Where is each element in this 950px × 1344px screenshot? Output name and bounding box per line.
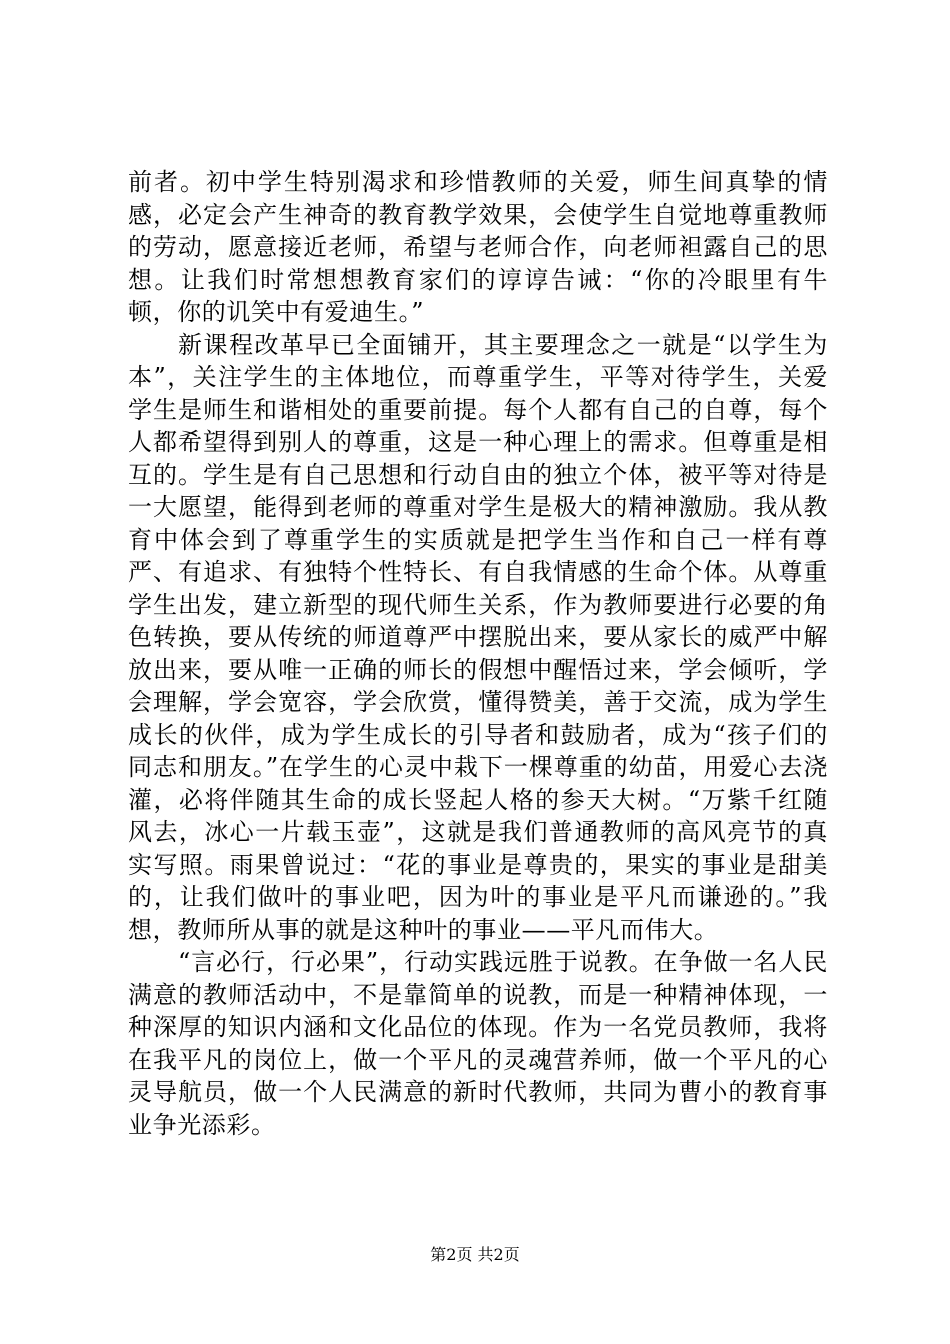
- paragraph-1: 前者。初中学生特别渴求和珍惜教师的关爱，师生间真挚的情感，必定会产生神奇的教育教学效果，会使学生自觉地尊重教师的劳动，愿意接近老师，希望与老师合作，向老师袒露自己的思想。让我们时常想想教育家们的谆谆告诫：“你的冷眼里有牛顿，你的讥笑中有爱迪生。”: [128, 168, 828, 326]
- paragraph-3: “言必行，行必果”，行动实践远胜于说教。在争做一名人民满意的教师活动中，不是靠简单的说教，而是一种精神体现，一种深厚的知识内涵和文化品位的体现。作为一名党员教师，我将在我平凡的岗位上，做一个平凡的灵魂营养师，做一个平凡的心灵导航员，做一个人民满意的新时代教师，共同为曹小的教育事业争光添彩。: [128, 948, 828, 1139]
- body-text: [128, 166, 828, 1141]
- page-footer: 第2页 共2页: [430, 1245, 520, 1264]
- paragraph-2: 新课程改革早已全面铺开，其主要理念之一就是“以学生为本”，关注学生的主体地位，而尊重学生，平等对待学生，关爱学生是师生和谐相处的重要前提。每个人都有自己的自尊，每个人都希望得到别人的尊重，这是一种心理上的需求。但尊重是相互的。学生是有自己思想和行动自由的独立个体，被平等对待是一大愿望，能得到老师的尊重对学生是极大的精神激励。我从教育中体会到了尊重学生的实质就是把学生当作和自己一样有尊严、有追求、有独特个性特长、有自我情感的生命个体。从尊重学生出发，建立新型的现代师生关系，作为教师要进行必要的角色转换，要从传统的师道尊严中摆脱出来，要从家长的威严中解放出来，要从唯一正确的师长的假想中醒悟过来，学会倾听，学会理解，学会宽容，学会欣赏，懂得赞美，善于交流，成为学生成长的伙伴，成为学生成长的引导者和鼓励者，成为“孩子们的同志和朋友。”在学生的心灵中栽下一棵尊重的幼苗，用爱心去浇灌，必将伴随其生命的成长竖起人格的参天大树。“万紫千红随风去，冰心一片载玉壶”，这就是我们普通教师的高风亮节的真实写照。雨果曾说过：“花的事业是尊贵的，果实的事业是甜美的，让我们做叶的事业吧，因为叶的事业是平凡而谦逊的。”我想，教师所从事的就是这种叶的事业——平凡而伟大。: [128, 330, 828, 944]
